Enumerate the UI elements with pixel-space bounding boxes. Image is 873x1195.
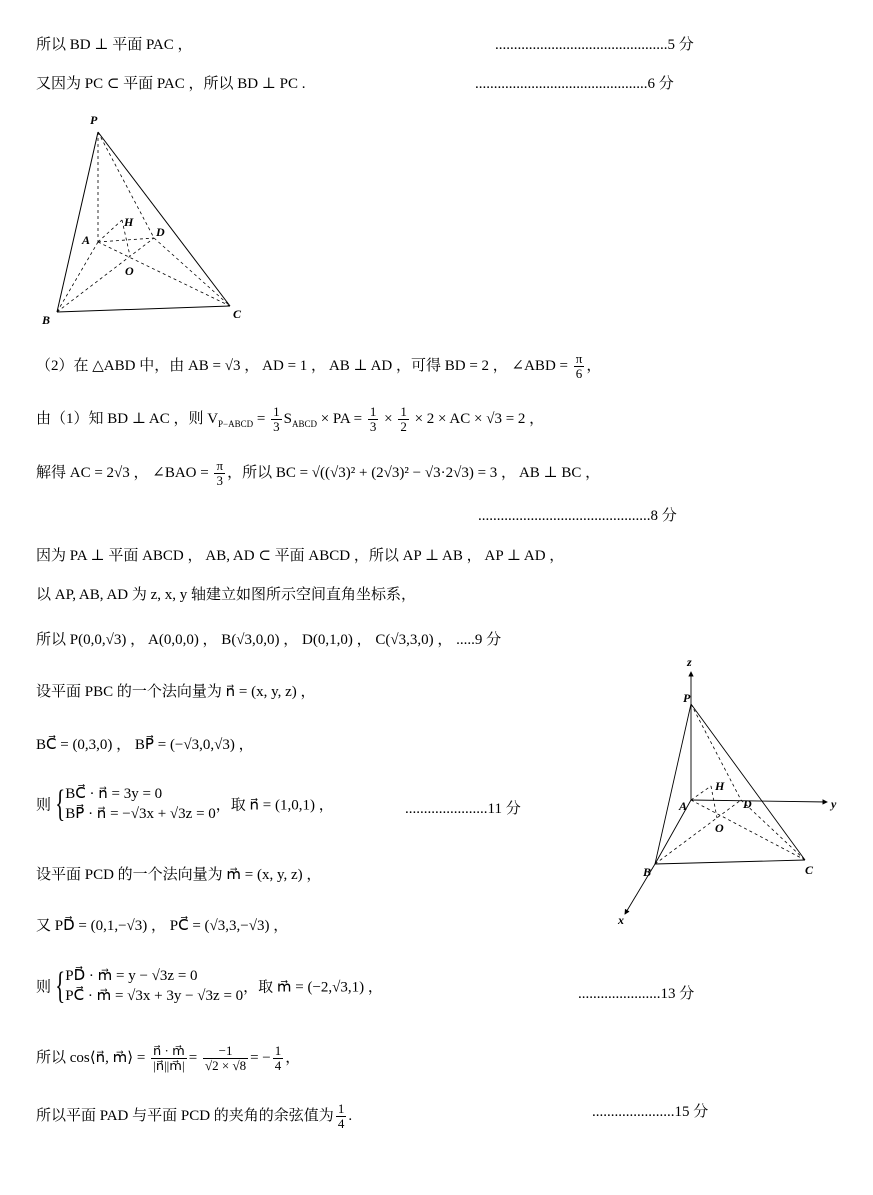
score-11: ......................11 分	[405, 801, 521, 817]
equation-system-m: PD⃗ · m⃗ = y − √3z = 0 PC⃗ · m⃗ = √3x + 3y − √3z = 0	[65, 968, 244, 1004]
text-line-16: 所以平面 PAD 与平面 PCD 的夹角的余弦值为 $\frac{1}{4}$ .	[36, 1101, 353, 1131]
fraction-1-2: $\frac{1}{2}$	[400, 404, 407, 434]
edge-PB	[655, 704, 691, 864]
edge-PC	[98, 132, 230, 306]
label-B: B	[643, 865, 652, 879]
text-line-11: 则 { BC⃗ · n⃗ = 3y = 0 BP⃗ · n⃗ = −√3x + √3z = 0 ，取 n⃗ = (1,0,1) ，	[36, 783, 334, 825]
text-line-3: （2）在 △ABD 中，由 AB = √3 ， AD = 1 ， AB ⊥ AD ，可得 BD = 2 ， ∠ABD = $\frac{\pi}{6}$ ，	[36, 351, 602, 381]
pyramid-figure-1	[30, 108, 260, 328]
fraction-1-4: $\frac{1}{4}$	[274, 1043, 282, 1073]
text-line-9: 设平面 PBC 的一个法向量为 n⃗ = (x, y, z) ，	[36, 684, 316, 700]
text-line-1: 所以 BD ⊥ 平面 PAC ，	[36, 37, 193, 53]
label-A: A	[679, 799, 688, 813]
fraction-pi-6: $\frac{\pi}{6}$	[575, 351, 583, 381]
score-5: ..............................................5 分	[495, 37, 694, 53]
text-line-10: BC⃗ = (0,3,0) ， BP⃗ = (−√3,0,√3) ，	[36, 737, 254, 753]
score-8: ..............................................8 分	[478, 508, 677, 524]
label-y: y	[831, 797, 837, 811]
label-z: z	[687, 655, 692, 669]
label-B: B	[42, 313, 51, 327]
fraction-1-4-b: $\frac{1}{4}$	[337, 1101, 345, 1131]
label-A: A	[82, 233, 91, 247]
text-line-6: 因为 PA ⊥ 平面 ABCD ， AB, AD ⊂ 平面 ABCD ，所以 AP ⊥ AB ， AP ⊥ AD ，	[36, 548, 565, 564]
label-H: H	[715, 779, 725, 793]
equation-system-n: BC⃗ · n⃗ = 3y = 0 BP⃗ · n⃗ = −√3x + √3z = 0	[65, 786, 216, 822]
edge-PC	[691, 704, 805, 860]
label-D: D	[156, 225, 165, 239]
fraction-pi-3: $\frac{\pi}{3}$	[216, 458, 224, 488]
fraction-1-3-b: $\frac{1}{3}$	[369, 404, 377, 434]
label-D: D	[743, 797, 752, 811]
edge-AB	[57, 242, 98, 312]
label-P: P	[683, 691, 691, 705]
label-P: P	[90, 113, 98, 127]
fraction-1-3: $\frac{1}{3}$	[273, 404, 280, 434]
edge-DC	[154, 238, 230, 306]
label-C: C	[805, 863, 814, 877]
edge-BD	[655, 800, 741, 864]
text-line-12: 设平面 PCD 的一个法向量为 m⃗ = (x, y, z) ，	[36, 867, 322, 883]
pyramid-figure-2	[605, 652, 845, 932]
text-line-15: 所以 cos⟨n⃗, m⃗⟩ = $\frac{n⃗ \cdot m⃗}{|n⃗||m⃗|}$ = $\frac{-1}{√2 \times √8}$ = − $\frac{1}{4}$ ，	[36, 1043, 301, 1073]
axis-y	[691, 800, 827, 802]
text-line-2: 又因为 PC ⊂ 平面 PAC ，所以 BD ⊥ PC .	[36, 76, 306, 92]
edge-BC	[57, 306, 230, 312]
text-line-5: 解得 AC = 2√3 ， ∠BAO = $\frac{\pi}{3}$ ，所以 BC = √((√3)² + (2√3)² − √3·2√3) = 3 ， AB ⊥ BC ，	[36, 458, 601, 488]
label-C: C	[233, 307, 242, 321]
fraction-dot-over-norms: $\frac{n⃗ \cdot m⃗}{|n⃗||m⃗|}$	[153, 1043, 185, 1073]
edge-AC	[98, 242, 230, 306]
edge-BC	[655, 860, 805, 864]
text-line-14: 则 { PD⃗ · m⃗ = y − √3z = 0 PC⃗ · m⃗ = √3x + 3y − √3z = 0 ，取 m⃗ = (−2,√3,1) ，	[36, 965, 383, 1007]
label-O: O	[125, 264, 134, 278]
segment-AH	[98, 220, 122, 242]
label-O: O	[715, 821, 724, 835]
label-x: x	[618, 913, 624, 927]
text-line-13: 又 PD⃗ = (0,1,−√3) ， PC⃗ = (√3,3,−√3) ，	[36, 918, 289, 934]
score-13: ......................13 分	[578, 986, 695, 1002]
text-line-7: 以 AP, AB, AD 为 z, x, y 轴建立如图所示空间直角坐标系，	[36, 587, 417, 603]
score-15: ......................15 分	[592, 1104, 709, 1120]
text-line-8: 所以 P(0,0,√3) ， A(0,0,0) ， B(√3,0,0) ， D(0,1,0) ， C(√3,3,0) ， .....9 分	[36, 632, 502, 648]
fraction-neg1-over-roots: $\frac{-1}{√2 \times √8}$	[204, 1043, 247, 1073]
score-6: ..............................................6 分	[475, 76, 674, 92]
text-line-4: 由（1）知 BD ⊥ AC ，则 $V_{P-ABCD}$ = $\frac{1}{3}$ $S_{ABCD}$ × PA = $\frac{1}{3}$ × $\frac{1}{2}$ × 2 × AC × √3 = 2 ，	[36, 404, 545, 434]
label-H: H	[124, 215, 134, 229]
segment-AH	[691, 786, 711, 800]
